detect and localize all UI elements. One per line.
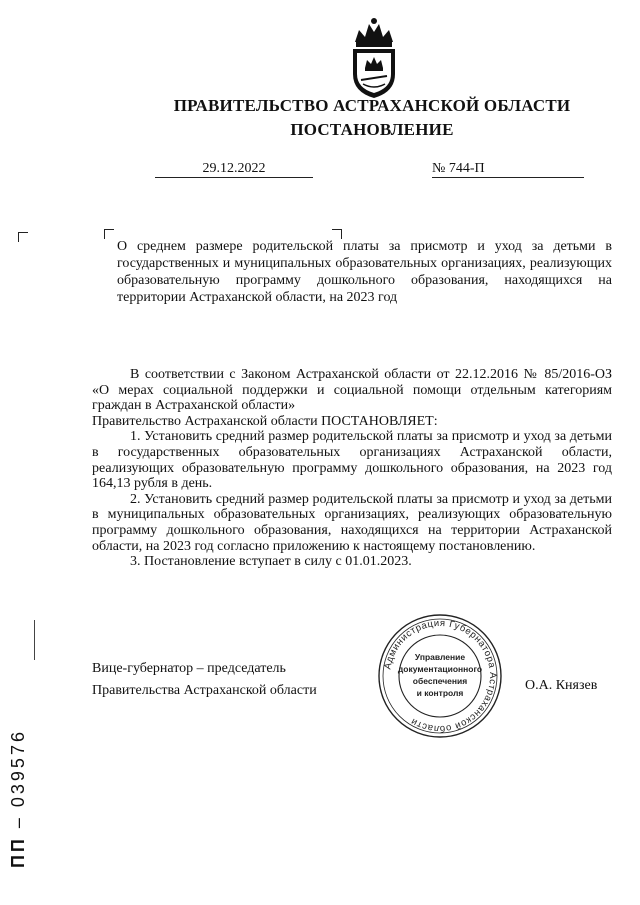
coat-of-arms-emblem [345, 12, 403, 102]
stamp-center-line-4: и контроля [416, 688, 464, 698]
signatory-name: О.А. Князев [525, 678, 598, 693]
serial-prefix: ПП [8, 836, 28, 868]
serial-number: – 039576 [8, 729, 28, 829]
stamp-center-line-2: документационного [397, 664, 483, 674]
document-subject: О среднем размере родительской платы за присмотр и уход за детьми в государственных и муниципальных образовательных организациях, реализующих образовательную программу дошкольного образования, находящихся на территории Астраханской области, на 2023 год [117, 239, 612, 305]
position-line-2: Правительства Астраханской области [92, 683, 317, 698]
stamp-center-line-1: Управление [414, 652, 466, 662]
document-number [432, 160, 584, 178]
signatory-position [92, 658, 317, 702]
resolves-line: Правительство Астраханской области ПОСТАНОВЛЯЕТ: [92, 413, 438, 429]
document-body [92, 367, 612, 570]
item-2: 2. Установить средний размер родительской платы за присмотр и уход за детьми в муниципальных образовательных организациях, реализующих образовательную программу дошкольного образования, находящихся на территории Астраханской области, на 2023 год согласно приложению к настоящему постановлению. [92, 491, 612, 554]
item-1: 1. Установить средний размер родительской платы за присмотр и уход за детьми в государственных образовательных организациях Астраханской области, реализующих образовательную программу дошкольного образования, на 2023 год 164,13 рубля в день. [92, 429, 612, 492]
title-corner-left [104, 229, 114, 239]
number-value: 744-П [448, 161, 485, 176]
document-date: 29.12.2022 [155, 160, 313, 178]
form-serial-number [8, 729, 29, 868]
official-stamp [376, 612, 504, 740]
item-3: 3. Постановление вступает в силу с 01.01.2023. [130, 554, 412, 570]
document-type-title: ПОСТАНОВЛЕНИЕ [290, 120, 454, 139]
address-corner-mark [18, 232, 28, 242]
stamp-ring-text: Администрация Губернатора Астраханской области [382, 617, 499, 735]
preamble: В соответствии с Законом Астраханской области от 22.12.2016 № 85/2016-ОЗ «О мерах социальной поддержки и социальной помощи отдельным категориям граждан в Астраханской области» [92, 367, 612, 414]
stamp-center-line-3: обеспечения [412, 676, 468, 686]
page-edge-mark [34, 620, 35, 660]
government-title: ПРАВИТЕЛЬСТВО АСТРАХАНСКОЙ ОБЛАСТИ [173, 96, 571, 115]
position-line-1: Вице-губернатор – председатель [92, 661, 286, 676]
number-prefix: № [432, 161, 446, 176]
